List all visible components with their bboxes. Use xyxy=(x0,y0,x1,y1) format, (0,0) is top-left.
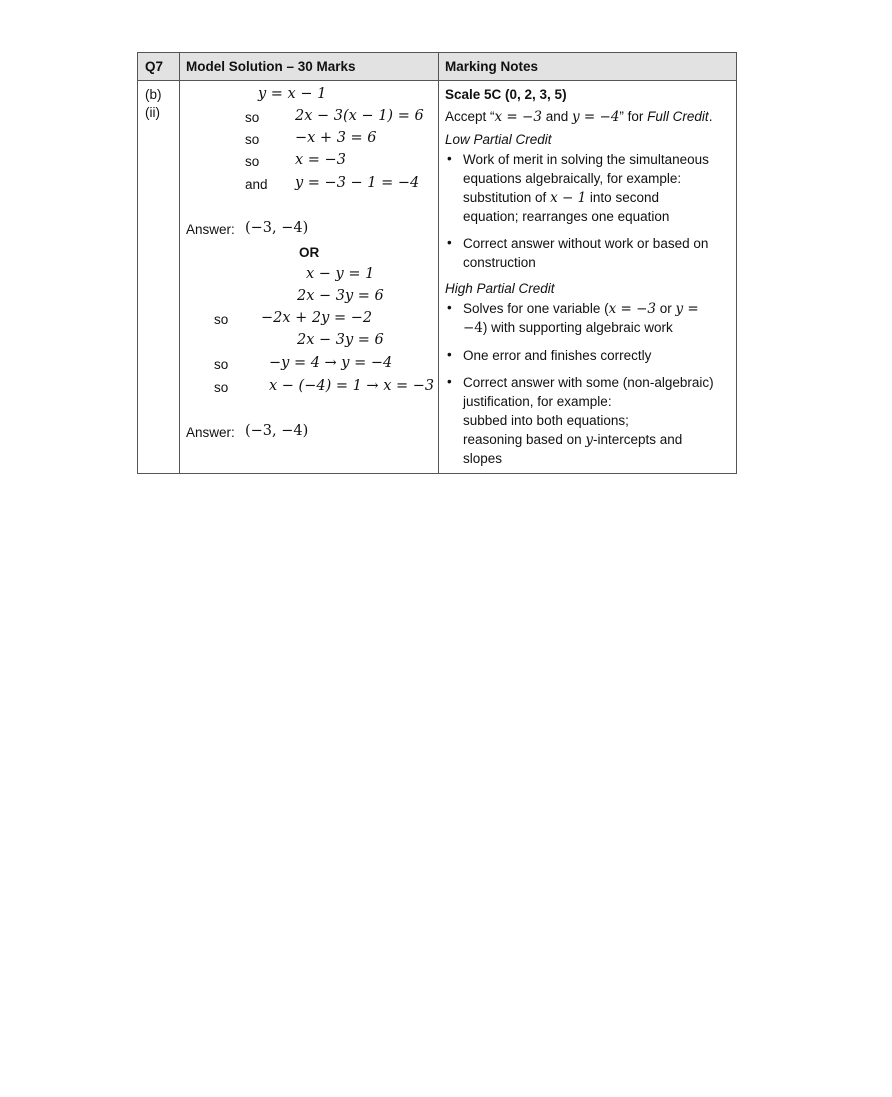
low-partial-credit-title: Low Partial Credit xyxy=(445,132,552,147)
question-number: Q7 xyxy=(145,59,164,74)
or-separator: OR xyxy=(299,245,320,260)
high-bullet-1-line-1: Solves for one variable (x = −3 or y = xyxy=(463,301,699,317)
solution-line-2: 2x − 3(x − 1) = 6 xyxy=(295,108,424,124)
bullet-icon: • xyxy=(447,300,452,315)
bullet-icon: • xyxy=(447,347,452,362)
solution-line-4: x = −3 xyxy=(295,152,346,168)
column-divider-2 xyxy=(438,53,439,473)
answer-value: (−3, −4) xyxy=(245,220,309,236)
high-bullet-3-line-4: reasoning based on y-intercepts and xyxy=(463,432,683,448)
high-bullet-3-line-2: justification, for example: xyxy=(463,394,612,409)
low-bullet-2-line-1: Correct answer without work or based on xyxy=(463,236,709,251)
answer2-label: Answer: xyxy=(186,425,235,440)
subpart-label: (ii) xyxy=(145,105,160,120)
marking-scheme-table xyxy=(137,52,737,474)
step-word: so xyxy=(245,154,260,169)
bullet-icon: • xyxy=(447,151,452,166)
solution-line-5: y = −3 − 1 = −4 xyxy=(295,175,420,191)
bullet-icon: • xyxy=(447,374,452,389)
step-word: and xyxy=(245,177,268,192)
solution-column-title: Model Solution – 30 Marks xyxy=(186,59,356,74)
low-bullet-1-line-1: Work of merit in solving the simultaneous xyxy=(463,152,709,167)
column-divider-1 xyxy=(179,53,180,473)
high-bullet-3-line-1: Correct answer with some (non-algebraic) xyxy=(463,375,714,390)
high-bullet-2: One error and finishes correctly xyxy=(463,348,652,363)
solution-line-3: −x + 3 = 6 xyxy=(295,130,377,146)
solution2-line-6: x − (−4) = 1 → x = −3 xyxy=(269,378,435,394)
low-bullet-1-line-3: substitution of x − 1 into second xyxy=(463,190,659,206)
solution2-line-5: −y = 4 → y = −4 xyxy=(269,355,393,371)
step-word: so xyxy=(214,312,229,327)
bullet-icon: • xyxy=(447,235,452,250)
solution-line-1: y = x − 1 xyxy=(258,86,327,102)
low-bullet-1-line-2: equations algebraically, for example: xyxy=(463,171,682,186)
step-word: so xyxy=(245,132,260,147)
step-word: so xyxy=(214,357,229,372)
answer-label: Answer: xyxy=(186,222,235,237)
low-bullet-2-line-2: construction xyxy=(463,255,536,270)
step-word: so xyxy=(245,110,260,125)
scale-title: Scale 5C (0, 2, 3, 5) xyxy=(445,87,567,102)
solution2-line-3: −2x + 2y = −2 xyxy=(261,310,373,326)
high-bullet-1-line-2: −4) with supporting algebraic work xyxy=(463,320,673,336)
high-partial-credit-title: High Partial Credit xyxy=(445,281,555,296)
solution2-line-2: 2x − 3y = 6 xyxy=(297,288,384,304)
answer2-value: (−3, −4) xyxy=(245,423,309,439)
notes-column-title: Marking Notes xyxy=(445,59,539,74)
high-bullet-3-line-5: slopes xyxy=(463,451,503,466)
high-bullet-3-line-3: subbed into both equations; xyxy=(463,413,629,428)
step-word: so xyxy=(214,380,229,395)
solution2-line-1: x − y = 1 xyxy=(306,266,375,282)
low-bullet-1-line-4: equation; rearranges one equation xyxy=(463,209,670,224)
header-divider xyxy=(138,80,736,81)
accept-note: Accept “x = −3 and y = −4” for Full Credit. xyxy=(445,109,713,125)
solution2-line-4: 2x − 3y = 6 xyxy=(297,332,384,348)
part-label: (b) xyxy=(145,87,162,102)
